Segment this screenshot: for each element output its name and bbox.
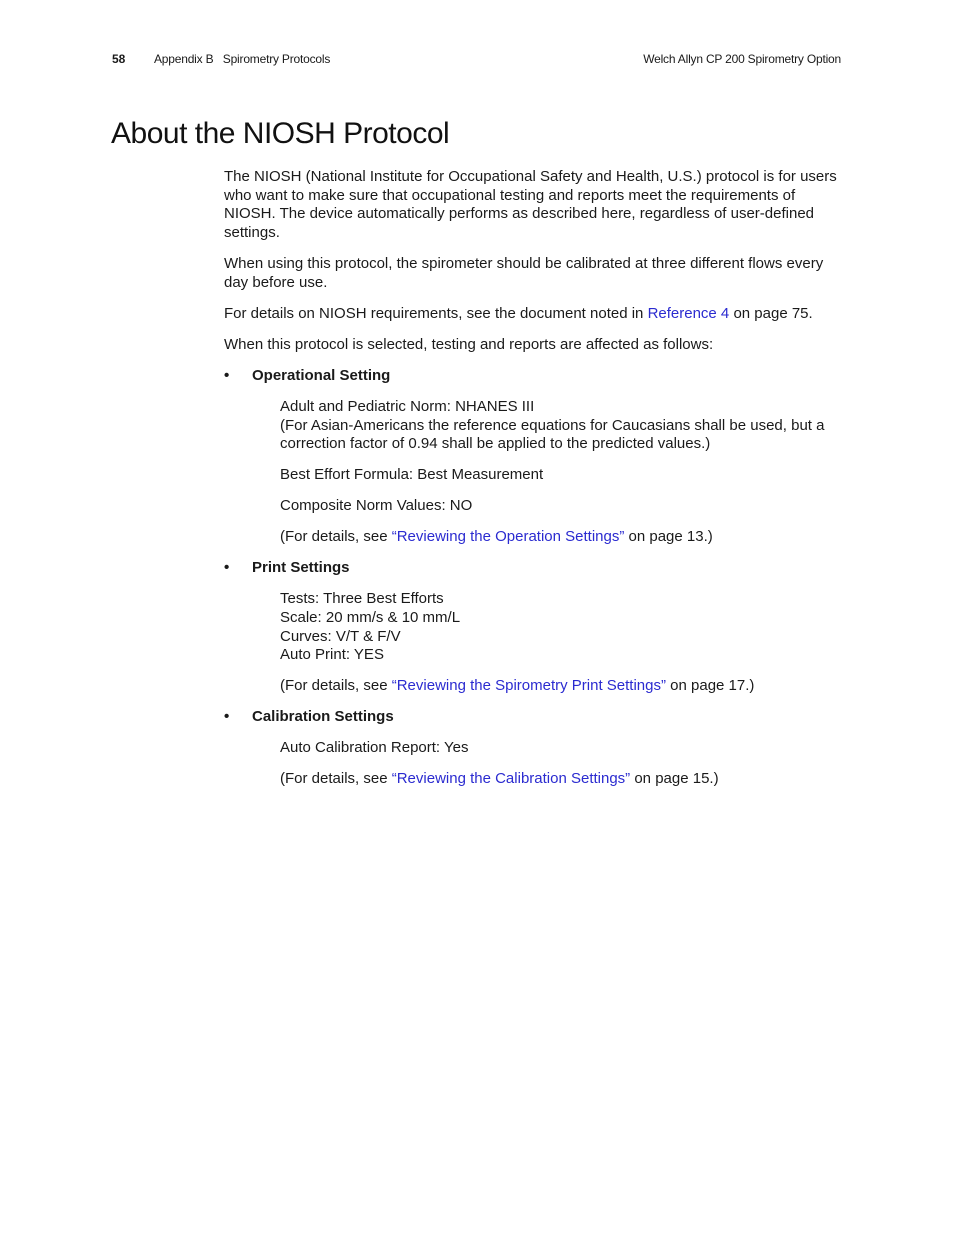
page-header — [112, 52, 841, 70]
bullet-operational-setting — [224, 367, 844, 386]
print-details-ref — [280, 677, 844, 696]
bullet-dot: • — [224, 708, 230, 726]
print-heading: Print Settings — [252, 559, 350, 577]
intro-paragraph-1: The NIOSH (National Institute for Occupational Safety and Health, U.S.) protocol is for users who want to make sure that occupational testing and reports meet the requirements of NIOSH. The device automatically performs as described here, regardless of user-defined settings. — [224, 168, 837, 242]
bullet-dot: • — [224, 366, 230, 384]
intro-p3-text: For details on NIOSH requirements, see the document noted in — [224, 304, 648, 322]
print-settings-link[interactable]: “Reviewing the Spirometry Print Settings” — [391, 677, 666, 695]
calibration-details-prefix: (For details, see — [280, 770, 392, 788]
operational-details-ref — [280, 528, 844, 547]
header-doc-title: Welch Allyn CP 200 Spirometry Option — [643, 52, 841, 66]
bullet-calibration-settings — [224, 708, 844, 727]
intro-paragraph-4: When this protocol is selected, testing and reports are affected as follows: — [224, 335, 714, 353]
calibration-heading: Calibration Settings — [252, 708, 394, 726]
operational-details — [280, 398, 844, 547]
print-line-4: Auto Print: YES — [280, 646, 384, 664]
operational-line-3: Best Effort Formula: Best Measurement — [280, 466, 544, 484]
calibration-details-ref — [280, 770, 844, 789]
main-content — [224, 168, 844, 801]
calibration-details — [280, 739, 844, 789]
calibration-details-suffix: on page 15.) — [630, 770, 719, 788]
bullet-print-settings — [224, 559, 844, 578]
operation-settings-link[interactable]: “Reviewing the Operation Settings” — [391, 528, 625, 546]
calibration-settings-link[interactable]: “Reviewing the Calibration Settings” — [391, 770, 631, 788]
bullet-dot: • — [224, 559, 230, 577]
intro-paragraph-3 — [224, 305, 844, 324]
operational-heading: Operational Setting — [252, 366, 391, 384]
calibration-line-1: Auto Calibration Report: Yes — [280, 739, 469, 757]
print-lines — [280, 590, 844, 665]
reference-4-link[interactable]: Reference 4 — [647, 304, 730, 322]
print-details — [280, 590, 844, 696]
header-section: Appendix B Spirometry Protocols — [154, 52, 331, 66]
print-details-prefix: (For details, see — [280, 677, 392, 695]
operational-details-suffix: on page 13.) — [624, 528, 713, 546]
operational-line-4: Composite Norm Values: NO — [280, 497, 473, 515]
operational-norm — [280, 398, 844, 454]
intro-p3-suffix: on page 75. — [729, 304, 813, 322]
operational-line-2: (For Asian-Americans the reference equations for Caucasians shall be used, but a correction factor of 0.94 shall be applied to the predicted values.) — [280, 416, 825, 453]
print-line-2: Scale: 20 mm/s & 10 mm/L — [280, 608, 461, 626]
page-title: About the NIOSH Protocol — [111, 117, 450, 150]
print-details-suffix: on page 17.) — [666, 677, 755, 695]
page-number: 58 — [112, 52, 126, 66]
print-line-1: Tests: Three Best Efforts — [280, 590, 444, 608]
intro-paragraph-2: When using this protocol, the spirometer should be calibrated at three different flows every day before use. — [224, 255, 824, 291]
print-line-3: Curves: V/T & F/V — [280, 627, 401, 645]
operational-line-1: Adult and Pediatric Norm: NHANES III — [280, 397, 535, 415]
operational-details-prefix: (For details, see — [280, 528, 392, 546]
